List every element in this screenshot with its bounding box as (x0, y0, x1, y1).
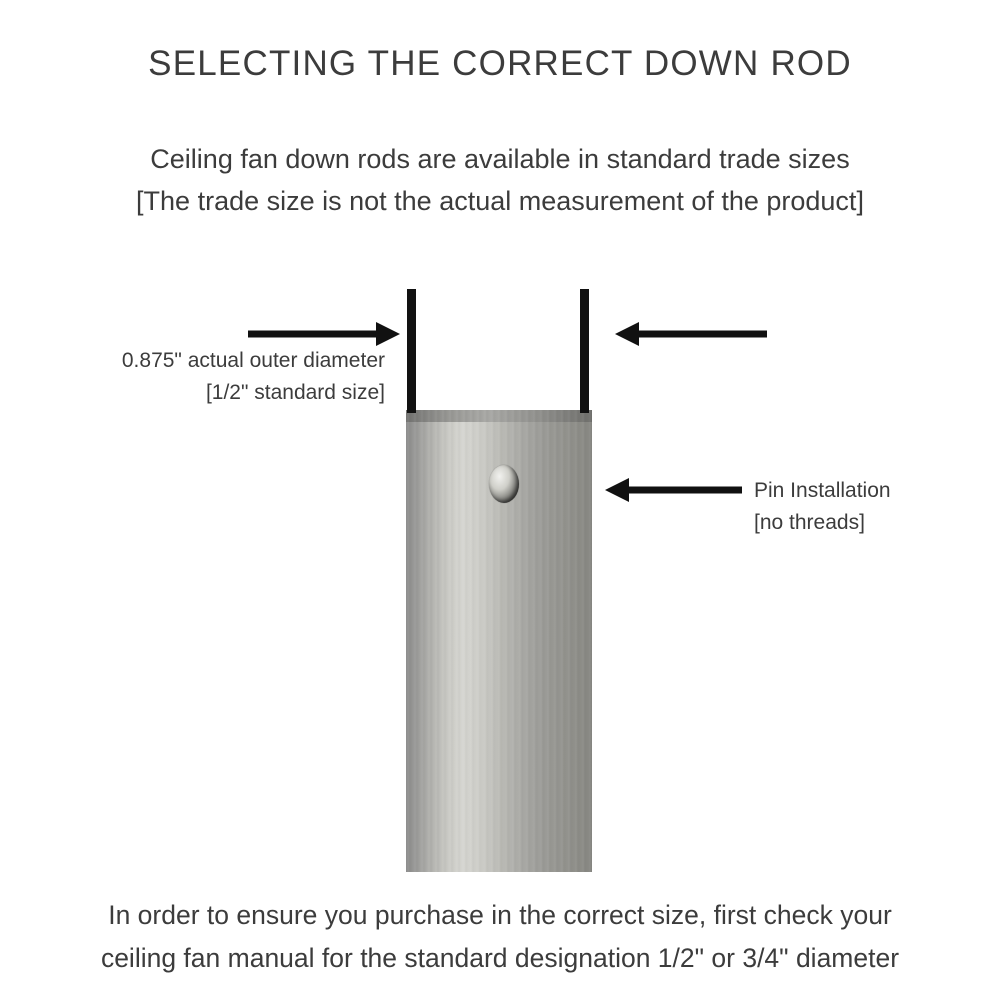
pin-arrow (602, 478, 742, 502)
pin-label-line-1: Pin Installation (754, 479, 891, 502)
bottom-instructions-line-2: ceiling fan manual for the standard designation 1/2" or 3/4" diameter (100, 943, 900, 973)
diameter-arrow-left (248, 322, 403, 346)
measure-bar-right (580, 289, 589, 413)
subheading-line-2: [The trade size is not the actual measurement of the product] (136, 186, 864, 216)
pin-label-line-2: [no threads] (754, 511, 865, 534)
pin-hole (489, 465, 519, 503)
subheading-line-1: Ceiling fan down rods are available in standard trade sizes (150, 144, 850, 174)
diameter-label-line-2: [1/2" standard size] (205, 381, 385, 404)
rod-top-edge (406, 410, 592, 422)
diameter-label-line-1: 0.875" actual outer diameter (121, 349, 385, 372)
bottom-instructions (0, 894, 1000, 980)
measure-bar-left (407, 289, 416, 413)
pin-label (754, 475, 994, 539)
page-title: SELECTING THE CORRECT DOWN ROD (148, 44, 852, 83)
bottom-instructions-line-1: In order to ensure you purchase in the correct size, first check your (108, 900, 892, 930)
diameter-arrow-right (612, 322, 767, 346)
subheading (0, 138, 1000, 222)
diameter-label (20, 345, 385, 409)
